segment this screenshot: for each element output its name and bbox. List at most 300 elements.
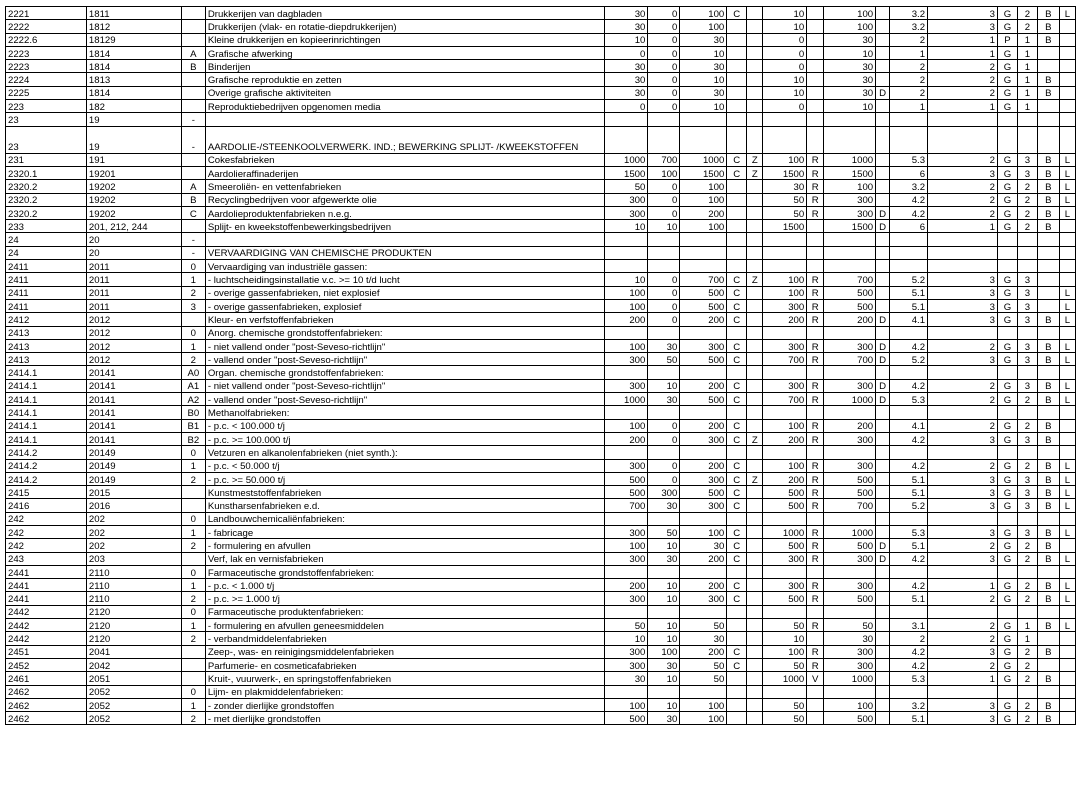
distance-noise-cell: 100 xyxy=(680,220,727,233)
sbi-1993-code-cell: 2012 xyxy=(86,326,181,339)
sbi-1993-code-cell: 202 xyxy=(86,512,181,525)
sbi-1974-code-cell: 2411 xyxy=(6,299,87,312)
description-cell: Parfumerie- en cosmeticafabrieken xyxy=(205,658,605,671)
visual-index-cell: G xyxy=(997,712,1017,725)
sbi-1974-code-cell: 23 xyxy=(6,126,87,153)
distance-odour-cell: 30 xyxy=(605,7,648,20)
distance-noise-cell xyxy=(680,565,727,578)
water-note-cell xyxy=(1059,86,1075,99)
visual-index-cell: G xyxy=(997,339,1017,352)
distance-hazard-cell xyxy=(763,233,807,246)
sub-code-cell: B1 xyxy=(181,419,205,432)
sub-code-cell xyxy=(181,153,205,166)
traffic-index-cell: 3 xyxy=(928,20,998,33)
description-cell: Anorg. chemische grondstoffenfabrieken: xyxy=(205,326,605,339)
air-note-cell: B xyxy=(1037,153,1059,166)
table-row xyxy=(6,366,1076,379)
hazard-note-cell: R xyxy=(807,206,824,219)
largest-distance-note-cell: D xyxy=(876,393,890,406)
category-cell xyxy=(890,260,928,273)
noise-note-z-cell xyxy=(747,632,763,645)
sbi-1993-code-cell: 1814 xyxy=(86,86,181,99)
description-cell: Methanolfabrieken: xyxy=(205,406,605,419)
largest-distance-cell: 1500 xyxy=(824,166,876,179)
noise-note-c-cell xyxy=(727,113,747,126)
table-row xyxy=(6,419,1076,432)
soil-risk-index-cell: 3 xyxy=(1017,313,1037,326)
soil-risk-index-cell: 3 xyxy=(1017,353,1037,366)
air-note-cell xyxy=(1037,286,1059,299)
noise-note-z-cell xyxy=(747,605,763,618)
air-note-cell: B xyxy=(1037,353,1059,366)
sub-code-cell: 2 xyxy=(181,592,205,605)
sbi-1974-code-cell: 2414.1 xyxy=(6,432,87,445)
noise-note-c-cell: C xyxy=(727,499,747,512)
description-cell: Grafische afwerking xyxy=(205,46,605,59)
distance-odour-cell: 500 xyxy=(605,712,648,725)
description-cell: - p.c. < 100.000 t/j xyxy=(205,419,605,432)
noise-note-c-cell: C xyxy=(727,645,747,658)
largest-distance-cell: 100 xyxy=(824,7,876,20)
largest-distance-cell xyxy=(824,366,876,379)
noise-note-c-cell: C xyxy=(727,432,747,445)
distance-odour-cell: 10 xyxy=(605,273,648,286)
air-note-cell xyxy=(1037,406,1059,419)
distance-dust-cell: 50 xyxy=(648,525,680,538)
largest-distance-cell: 500 xyxy=(824,286,876,299)
distance-hazard-cell: 50 xyxy=(763,712,807,725)
distance-noise-cell: 100 xyxy=(680,193,727,206)
traffic-index-cell xyxy=(928,126,998,153)
sub-code-cell: 2 xyxy=(181,286,205,299)
noise-note-c-cell xyxy=(727,246,747,259)
water-note-cell: L xyxy=(1059,286,1075,299)
distance-dust-cell: 0 xyxy=(648,7,680,20)
noise-note-z-cell xyxy=(747,20,763,33)
sbi-1974-code-cell: 2222.6 xyxy=(6,33,87,46)
sbi-1993-code-cell: 2052 xyxy=(86,712,181,725)
noise-note-c-cell xyxy=(727,512,747,525)
hazard-note-cell: R xyxy=(807,579,824,592)
water-note-cell xyxy=(1059,632,1075,645)
sbi-1993-code-cell: 2052 xyxy=(86,698,181,711)
traffic-index-cell: 3 xyxy=(928,286,998,299)
visual-index-cell: G xyxy=(997,672,1017,685)
soil-risk-index-cell xyxy=(1017,565,1037,578)
largest-distance-note-cell xyxy=(876,685,890,698)
category-cell: 4.2 xyxy=(890,658,928,671)
traffic-index-cell: 2 xyxy=(928,539,998,552)
hazard-note-cell: R xyxy=(807,339,824,352)
description-cell: Kleine drukkerijen en kopieerinrichtingen xyxy=(205,33,605,46)
distance-noise-cell xyxy=(680,685,727,698)
distance-hazard-cell xyxy=(763,260,807,273)
largest-distance-cell: 100 xyxy=(824,20,876,33)
largest-distance-note-cell xyxy=(876,432,890,445)
largest-distance-note-cell xyxy=(876,525,890,538)
table-row xyxy=(6,180,1076,193)
distance-odour-cell xyxy=(605,565,648,578)
sub-code-cell xyxy=(181,100,205,113)
distance-odour-cell: 10 xyxy=(605,220,648,233)
distance-odour-cell xyxy=(605,246,648,259)
distance-dust-cell: 30 xyxy=(648,499,680,512)
sub-code-cell: - xyxy=(181,246,205,259)
sbi-1974-code-cell: 2411 xyxy=(6,273,87,286)
description-cell: - met dierlijke grondstoffen xyxy=(205,712,605,725)
distance-dust-cell: 700 xyxy=(648,153,680,166)
sbi-1974-code-cell: 242 xyxy=(6,539,87,552)
largest-distance-cell: 50 xyxy=(824,619,876,632)
traffic-index-cell: 3 xyxy=(928,313,998,326)
air-note-cell: B xyxy=(1037,33,1059,46)
distance-odour-cell: 200 xyxy=(605,313,648,326)
water-note-cell xyxy=(1059,432,1075,445)
sbi-1974-code-cell: 2442 xyxy=(6,605,87,618)
visual-index-cell: G xyxy=(997,273,1017,286)
table-row xyxy=(6,246,1076,259)
category-cell: 4.2 xyxy=(890,339,928,352)
sbi-1974-code-cell: 2441 xyxy=(6,565,87,578)
distance-noise-cell: 200 xyxy=(680,379,727,392)
distance-odour-cell: 0 xyxy=(605,100,648,113)
description-cell: Vervaardiging van industriële gassen: xyxy=(205,260,605,273)
distance-odour-cell xyxy=(605,366,648,379)
table-row xyxy=(6,126,1076,153)
sbi-1993-code-cell: 19201 xyxy=(86,166,181,179)
visual-index-cell: G xyxy=(997,393,1017,406)
air-note-cell xyxy=(1037,260,1059,273)
category-cell: 2 xyxy=(890,60,928,73)
largest-distance-note-cell xyxy=(876,712,890,725)
air-note-cell: B xyxy=(1037,419,1059,432)
table-row xyxy=(6,645,1076,658)
distance-noise-cell: 200 xyxy=(680,552,727,565)
traffic-index-cell: 2 xyxy=(928,193,998,206)
noise-note-z-cell xyxy=(747,393,763,406)
category-cell: 4.1 xyxy=(890,313,928,326)
largest-distance-cell: 300 xyxy=(824,645,876,658)
table-row xyxy=(6,7,1076,20)
air-note-cell xyxy=(1037,246,1059,259)
distance-noise-cell: 1500 xyxy=(680,166,727,179)
category-cell: 4.2 xyxy=(890,552,928,565)
sbi-1993-code-cell: 202 xyxy=(86,539,181,552)
table-row xyxy=(6,286,1076,299)
traffic-index-cell xyxy=(928,512,998,525)
water-note-cell: L xyxy=(1059,7,1075,20)
largest-distance-note-cell xyxy=(876,698,890,711)
soil-risk-index-cell: 3 xyxy=(1017,472,1037,485)
description-cell: Drukkerijen (vlak- en rotatie-diepdrukkerijen) xyxy=(205,20,605,33)
traffic-index-cell xyxy=(928,260,998,273)
largest-distance-note-cell xyxy=(876,446,890,459)
soil-risk-index-cell xyxy=(1017,685,1037,698)
visual-index-cell: G xyxy=(997,180,1017,193)
air-note-cell: B xyxy=(1037,193,1059,206)
hazard-note-cell: R xyxy=(807,273,824,286)
soil-risk-index-cell: 2 xyxy=(1017,206,1037,219)
distance-dust-cell xyxy=(648,126,680,153)
sbi-1993-code-cell: 182 xyxy=(86,100,181,113)
sbi-1974-code-cell: 2320.2 xyxy=(6,206,87,219)
hazard-note-cell xyxy=(807,698,824,711)
traffic-index-cell: 3 xyxy=(928,525,998,538)
noise-note-c-cell xyxy=(727,100,747,113)
soil-risk-index-cell: 3 xyxy=(1017,153,1037,166)
sub-code-cell: A2 xyxy=(181,393,205,406)
air-note-cell xyxy=(1037,233,1059,246)
largest-distance-cell xyxy=(824,565,876,578)
largest-distance-cell: 300 xyxy=(824,658,876,671)
sub-code-cell: 0 xyxy=(181,446,205,459)
distance-dust-cell: 0 xyxy=(648,472,680,485)
soil-risk-index-cell xyxy=(1017,605,1037,618)
sbi-1974-code-cell: 2452 xyxy=(6,658,87,671)
noise-note-z-cell xyxy=(747,539,763,552)
description-cell: - vallend onder "post-Seveso-richtlijn" xyxy=(205,353,605,366)
water-note-cell: L xyxy=(1059,379,1075,392)
traffic-index-cell: 1 xyxy=(928,33,998,46)
distance-noise-cell: 300 xyxy=(680,592,727,605)
largest-distance-note-cell: D xyxy=(876,539,890,552)
sub-code-cell: 0 xyxy=(181,605,205,618)
sbi-1974-code-cell: 24 xyxy=(6,233,87,246)
distance-hazard-cell: 0 xyxy=(763,100,807,113)
category-cell xyxy=(890,605,928,618)
largest-distance-cell: 10 xyxy=(824,100,876,113)
noise-note-z-cell xyxy=(747,419,763,432)
distance-dust-cell: 0 xyxy=(648,86,680,99)
distance-dust-cell: 0 xyxy=(648,313,680,326)
distance-dust-cell: 30 xyxy=(648,658,680,671)
noise-note-c-cell xyxy=(727,193,747,206)
distance-hazard-cell xyxy=(763,366,807,379)
largest-distance-note-cell xyxy=(876,565,890,578)
distance-hazard-cell: 200 xyxy=(763,472,807,485)
table-row xyxy=(6,166,1076,179)
description-cell: Kunstharsenfabrieken e.d. xyxy=(205,499,605,512)
soil-risk-index-cell xyxy=(1017,126,1037,153)
table-row xyxy=(6,206,1076,219)
traffic-index-cell: 2 xyxy=(928,206,998,219)
distance-noise-cell: 300 xyxy=(680,432,727,445)
largest-distance-cell: 200 xyxy=(824,419,876,432)
sbi-1993-code-cell: 20141 xyxy=(86,366,181,379)
distance-dust-cell xyxy=(648,605,680,618)
description-cell: Farmaceutische produktenfabrieken: xyxy=(205,605,605,618)
distance-odour-cell: 50 xyxy=(605,180,648,193)
distance-noise-cell: 100 xyxy=(680,712,727,725)
sbi-1974-code-cell: 2462 xyxy=(6,698,87,711)
distance-dust-cell: 10 xyxy=(648,379,680,392)
table-body xyxy=(6,7,1076,725)
noise-note-c-cell: C xyxy=(727,539,747,552)
sub-code-cell: 1 xyxy=(181,339,205,352)
distance-hazard-cell xyxy=(763,446,807,459)
description-cell: Lijm- en plakmiddelenfabrieken: xyxy=(205,685,605,698)
sbi-1974-code-cell: 2411 xyxy=(6,260,87,273)
largest-distance-note-cell xyxy=(876,592,890,605)
category-cell: 5.1 xyxy=(890,539,928,552)
distance-odour-cell: 1000 xyxy=(605,153,648,166)
water-note-cell xyxy=(1059,712,1075,725)
distance-dust-cell: 30 xyxy=(648,393,680,406)
distance-odour-cell: 300 xyxy=(605,525,648,538)
description-cell: - luchtscheidingsinstallatie v.c. >= 10 t/d lucht xyxy=(205,273,605,286)
distance-hazard-cell: 100 xyxy=(763,273,807,286)
largest-distance-cell: 700 xyxy=(824,273,876,286)
soil-risk-index-cell xyxy=(1017,260,1037,273)
soil-risk-index-cell: 1 xyxy=(1017,33,1037,46)
distance-hazard-cell: 300 xyxy=(763,579,807,592)
description-cell: - overige gassenfabrieken, explosief xyxy=(205,299,605,312)
description-cell: - p.c. >= 1.000 t/j xyxy=(205,592,605,605)
noise-note-c-cell xyxy=(727,632,747,645)
noise-note-c-cell xyxy=(727,712,747,725)
noise-note-c-cell xyxy=(727,206,747,219)
largest-distance-note-cell xyxy=(876,180,890,193)
noise-note-z-cell xyxy=(747,339,763,352)
description-cell: - p.c. < 1.000 t/j xyxy=(205,579,605,592)
noise-note-c-cell xyxy=(727,126,747,153)
distance-odour-cell xyxy=(605,113,648,126)
soil-risk-index-cell xyxy=(1017,326,1037,339)
traffic-index-cell: 3 xyxy=(928,499,998,512)
noise-note-z-cell xyxy=(747,7,763,20)
noise-note-z-cell xyxy=(747,246,763,259)
water-note-cell: L xyxy=(1059,459,1075,472)
sbi-1974-code-cell: 2320.2 xyxy=(6,180,87,193)
soil-risk-index-cell: 1 xyxy=(1017,619,1037,632)
distance-hazard-cell xyxy=(763,126,807,153)
distance-noise-cell: 500 xyxy=(680,353,727,366)
distance-noise-cell xyxy=(680,406,727,419)
hazard-note-cell: R xyxy=(807,658,824,671)
largest-distance-note-cell: D xyxy=(876,353,890,366)
largest-distance-cell: 500 xyxy=(824,472,876,485)
hazard-note-cell xyxy=(807,326,824,339)
largest-distance-note-cell xyxy=(876,605,890,618)
distance-noise-cell: 300 xyxy=(680,499,727,512)
sub-code-cell xyxy=(181,313,205,326)
traffic-index-cell: 3 xyxy=(928,552,998,565)
hazard-note-cell: R xyxy=(807,286,824,299)
noise-note-c-cell: C xyxy=(727,7,747,20)
distance-hazard-cell xyxy=(763,512,807,525)
water-note-cell xyxy=(1059,220,1075,233)
traffic-index-cell: 2 xyxy=(928,379,998,392)
category-cell xyxy=(890,326,928,339)
distance-dust-cell: 50 xyxy=(648,353,680,366)
distance-noise-cell: 50 xyxy=(680,658,727,671)
soil-risk-index-cell: 3 xyxy=(1017,525,1037,538)
distance-odour-cell: 300 xyxy=(605,206,648,219)
category-cell: 3.1 xyxy=(890,619,928,632)
hazard-note-cell: R xyxy=(807,432,824,445)
sub-code-cell: B xyxy=(181,60,205,73)
noise-note-c-cell xyxy=(727,672,747,685)
water-note-cell xyxy=(1059,366,1075,379)
sbi-1993-code-cell: 20141 xyxy=(86,379,181,392)
sbi-1993-code-cell: 2041 xyxy=(86,645,181,658)
table-row xyxy=(6,672,1076,685)
air-note-cell: B xyxy=(1037,712,1059,725)
noise-note-c-cell: C xyxy=(727,419,747,432)
distance-dust-cell: 30 xyxy=(648,339,680,352)
distance-hazard-cell: 100 xyxy=(763,153,807,166)
air-note-cell: B xyxy=(1037,220,1059,233)
noise-note-c-cell: C xyxy=(727,393,747,406)
distance-dust-cell: 0 xyxy=(648,46,680,59)
air-note-cell xyxy=(1037,100,1059,113)
category-cell xyxy=(890,406,928,419)
distance-noise-cell: 30 xyxy=(680,33,727,46)
visual-index-cell: G xyxy=(997,419,1017,432)
table-row xyxy=(6,326,1076,339)
visual-index-cell: G xyxy=(997,579,1017,592)
visual-index-cell: G xyxy=(997,220,1017,233)
distance-odour-cell: 1500 xyxy=(605,166,648,179)
soil-risk-index-cell: 2 xyxy=(1017,539,1037,552)
sub-code-cell xyxy=(181,658,205,671)
hazard-note-cell xyxy=(807,512,824,525)
distance-dust-cell xyxy=(648,446,680,459)
water-note-cell xyxy=(1059,73,1075,86)
table-row xyxy=(6,499,1076,512)
largest-distance-note-cell xyxy=(876,46,890,59)
distance-odour-cell: 100 xyxy=(605,698,648,711)
distance-hazard-cell xyxy=(763,565,807,578)
category-cell xyxy=(890,233,928,246)
visual-index-cell: G xyxy=(997,299,1017,312)
largest-distance-note-cell xyxy=(876,193,890,206)
air-note-cell: B xyxy=(1037,619,1059,632)
table-row xyxy=(6,552,1076,565)
traffic-index-cell: 3 xyxy=(928,353,998,366)
category-cell: 5.3 xyxy=(890,153,928,166)
noise-note-c-cell: C xyxy=(727,313,747,326)
largest-distance-note-cell xyxy=(876,299,890,312)
water-note-cell xyxy=(1059,645,1075,658)
sbi-1974-code-cell: 2414.2 xyxy=(6,446,87,459)
sbi-1974-code-cell: 2223 xyxy=(6,60,87,73)
traffic-index-cell: 2 xyxy=(928,393,998,406)
sub-code-cell: 1 xyxy=(181,459,205,472)
distance-hazard-cell: 500 xyxy=(763,499,807,512)
distance-dust-cell: 0 xyxy=(648,193,680,206)
largest-distance-note-cell xyxy=(876,60,890,73)
noise-note-c-cell: C xyxy=(727,579,747,592)
category-cell: 4.2 xyxy=(890,432,928,445)
water-note-cell xyxy=(1059,33,1075,46)
largest-distance-note-cell xyxy=(876,406,890,419)
largest-distance-note-cell xyxy=(876,419,890,432)
distance-dust-cell xyxy=(648,233,680,246)
distance-hazard-cell: 1000 xyxy=(763,672,807,685)
water-note-cell xyxy=(1059,60,1075,73)
distance-hazard-cell: 50 xyxy=(763,658,807,671)
distance-hazard-cell: 0 xyxy=(763,46,807,59)
noise-note-z-cell xyxy=(747,486,763,499)
distance-hazard-cell: 1500 xyxy=(763,166,807,179)
distance-odour-cell: 50 xyxy=(605,619,648,632)
noise-note-c-cell: C xyxy=(727,525,747,538)
sbi-1993-code-cell: 201, 212, 244 xyxy=(86,220,181,233)
traffic-index-cell xyxy=(928,685,998,698)
water-note-cell xyxy=(1059,233,1075,246)
description-cell: - zonder dierlijke grondstoffen xyxy=(205,698,605,711)
